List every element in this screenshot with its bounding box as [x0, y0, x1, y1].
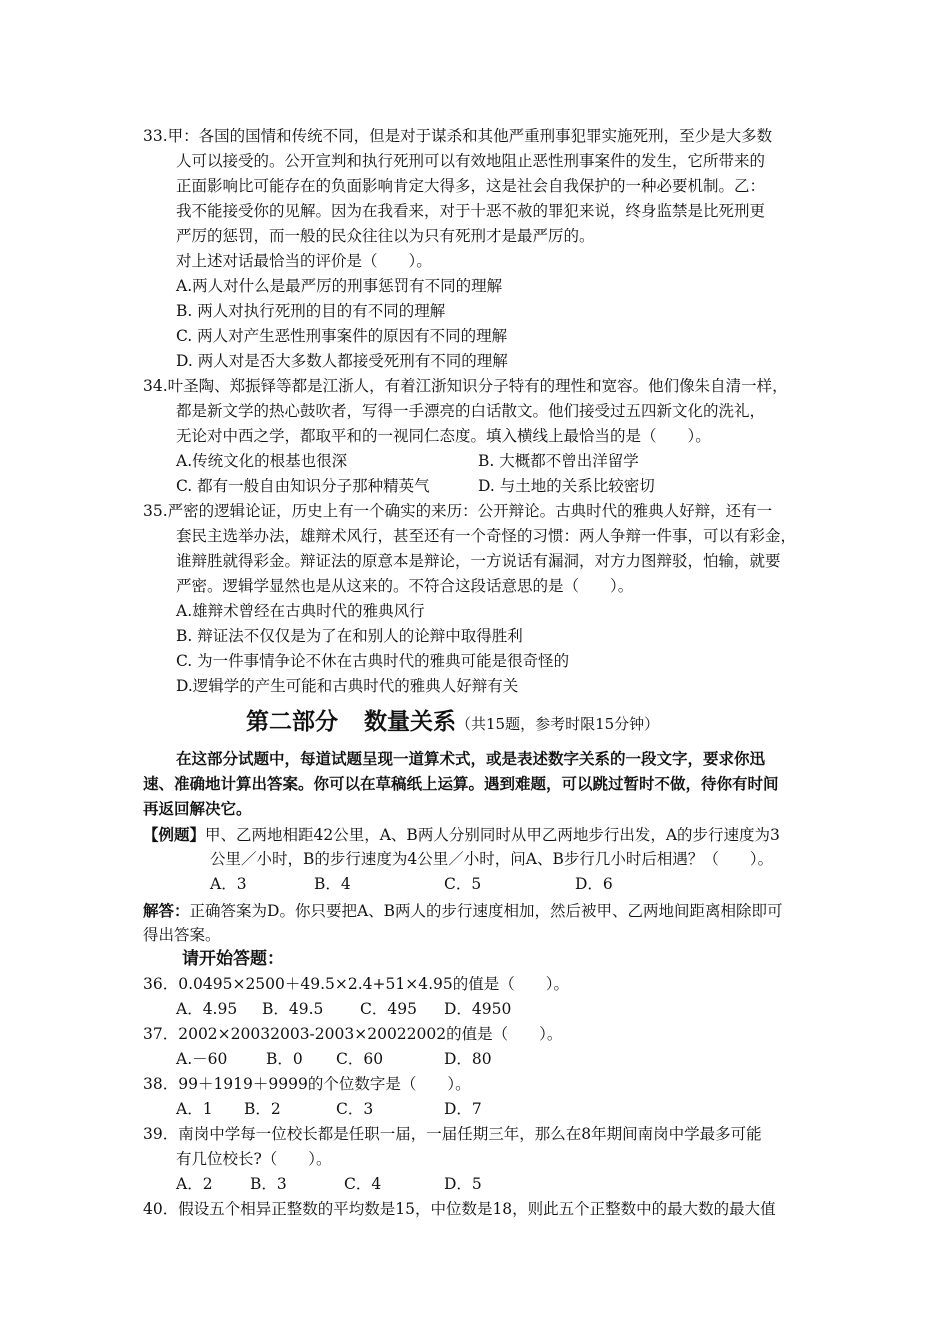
q39-option-d: D．5 [444, 1175, 482, 1193]
q35-line-2: 套民主选举办法，雄辩术风行，甚至还有一个奇怪的习惯：两人争辩一件事，可以有彩金， [176, 527, 797, 545]
q39-option-b: B．3 [250, 1175, 287, 1193]
q40-stem: 40．假设五个相异正整数的平均数是15，中位数是18，则此五个正整数中的最大数的最大值 [143, 1200, 776, 1218]
q39-option-c: C．4 [344, 1175, 382, 1193]
q33-option-d: D. 两人对是否大多数人都接受死刑有不同的理解 [176, 352, 508, 370]
q36-option-d: D．4950 [444, 1000, 512, 1018]
q37-option-b: B．0 [266, 1050, 303, 1068]
q37-stem: 37．2002×20032003-2003×20022002的值是（ ）。 [143, 1025, 563, 1043]
answer-label: 解答： [143, 901, 190, 920]
q33-option-c: C. 两人对产生恶性刑事案件的原因有不同的理解 [176, 327, 508, 345]
q38-option-b: B．2 [244, 1100, 281, 1118]
q34-option-a: A.传统文化的根基也很深 [176, 452, 348, 470]
example-option-c: C．5 [444, 875, 482, 893]
q38-option-d: D．7 [444, 1100, 482, 1118]
q35-option-d: D.逻辑学的产生可能和古典时代的雅典人好辩有关 [176, 677, 519, 695]
example-line-2: 公里／小时，B的步行速度为4公里／小时，问A、B步行几小时后相遇？（ ）。 [210, 850, 774, 868]
q35-option-b: B. 辩证法不仅仅是为了在和别人的论辩中取得胜利 [176, 627, 523, 645]
q36-option-b: B．49.5 [262, 1000, 324, 1018]
q38-option-a: A．1 [176, 1100, 213, 1118]
example-option-d: D．6 [575, 875, 613, 893]
q34-line-2: 都是新文学的热心鼓吹者，写得一手漂亮的白话散文。他们接受过五四新文化的洗礼， [176, 402, 766, 420]
q33-question: 对上述对话最恰当的评价是（ ）。 [176, 252, 432, 270]
example-option-b: B．4 [314, 875, 351, 893]
q33-line-1: 33.甲：各国的国情和传统不同，但是对于谋杀和其他严重刑事犯罪实施死刑，至少是大多数 [143, 127, 773, 145]
example-line-1 [143, 822, 780, 848]
answer-line-2: 得出答案。 [143, 926, 221, 944]
q39-line-1: 39．南岗中学每一位校长都是任职一届，一届任期三年，那么在8年期间南岗中学最多可能 [143, 1125, 762, 1143]
q33-line-5: 严厉的惩罚，而一般的民众往往以为只有死刑才是最严厉的。 [176, 227, 595, 245]
q36-option-a: A．4.95 [176, 1000, 238, 1018]
q37-option-c: C．60 [336, 1050, 384, 1068]
section-part-label: 第二部分 [246, 708, 338, 735]
example-option-a: A．3 [210, 875, 247, 893]
answer-line-1 [143, 898, 783, 924]
q33-line-3: 正面影响比可能存在的负面影响肯定大得多，这是社会自我保护的一种必要机制。乙： [176, 177, 766, 195]
q39-option-a: A．2 [176, 1175, 213, 1193]
example-text-1: 甲、乙两地相距42公里，A、B两人分别同时从甲乙两地步行出发，A的步行速度为3 [205, 826, 780, 844]
section-intro-line-2: 速、准确地计算出答案。你可以在草稿纸上运算。遇到难题，可以跳过暂时不做，待你有时间 [143, 774, 779, 793]
q35-line-3: 谁辩胜就得彩金。辩证法的原意本是辩论，一方说话有漏洞，对方力图辩驳，怕输，就要 [176, 552, 781, 570]
q33-line-2: 人可以接受的。公开宣判和执行死刑可以有效地阻止恶性刑事案件的发生，它所带来的 [176, 152, 766, 170]
q33-option-a: A.两人对什么是最严厉的刑事惩罚有不同的理解 [176, 277, 503, 295]
example-label: 【例题】 [143, 825, 206, 844]
q35-option-c: C. 为一件事情争论不休在古典时代的雅典可能是很奇怪的 [176, 652, 570, 670]
q39-line-2: 有几位校长?（ ）。 [176, 1150, 332, 1168]
q33-option-b: B. 两人对执行死刑的目的有不同的理解 [176, 302, 446, 320]
section-note: （共15题，参考时限15分钟） [456, 715, 660, 733]
q33-line-4: 我不能接受你的见解。因为在我看来，对于十恶不赦的罪犯来说，终身监禁是比死刑更 [176, 202, 766, 220]
section-title [246, 706, 659, 740]
q34-option-c: C. 都有一般自由知识分子那种精英气 [176, 477, 430, 495]
q35-option-a: A.雄辩术曾经在古典时代的雅典风行 [176, 602, 425, 620]
q36-option-c: C．495 [360, 1000, 417, 1018]
q34-option-d: D. 与土地的关系比较密切 [478, 477, 655, 495]
answer-text-1: 正确答案为D。你只要把A、B两人的步行速度相加，然后被甲、乙两地间距离相除即可 [189, 902, 783, 920]
q38-stem: 38．99＋1919＋9999的个位数字是（ ）。 [143, 1075, 471, 1093]
q35-line-4: 严密。逻辑学显然也是从这来的。不符合这段话意思的是（ ）。 [176, 577, 634, 595]
q37-option-d: D．80 [444, 1050, 492, 1068]
q34-option-b: B. 大概都不曾出洋留学 [478, 452, 639, 470]
q36-stem: 36．0.0495×2500＋49.5×2.4+51×4.95的值是（ ）。 [143, 975, 570, 993]
section-name: 数量关系 [364, 708, 456, 735]
q35-line-1: 35.严密的逻辑论证，历史上有一个确实的来历：公开辩论。古典时代的雅典人好辩，还有一 [143, 502, 773, 520]
section-intro-line-1: 在这部分试题中，每道试题呈现一道算术式，或是表述数字关系的一段文字，要求你迅 [176, 749, 766, 768]
q34-line-1: 34.叶圣陶、郑振铎等都是江浙人，有着江浙知识分子特有的理性和宽容。他们像朱自清一样， [143, 377, 788, 395]
section-intro-line-3: 再返回解决它。 [143, 799, 252, 818]
q37-option-a: A.－60 [176, 1050, 228, 1068]
q38-option-c: C．3 [336, 1100, 374, 1118]
start-answering: 请开始答题： [182, 949, 284, 969]
q34-line-3: 无论对中西之学，都取平和的一视同仁态度。填入横线上最恰当的是（ ）。 [176, 427, 711, 445]
